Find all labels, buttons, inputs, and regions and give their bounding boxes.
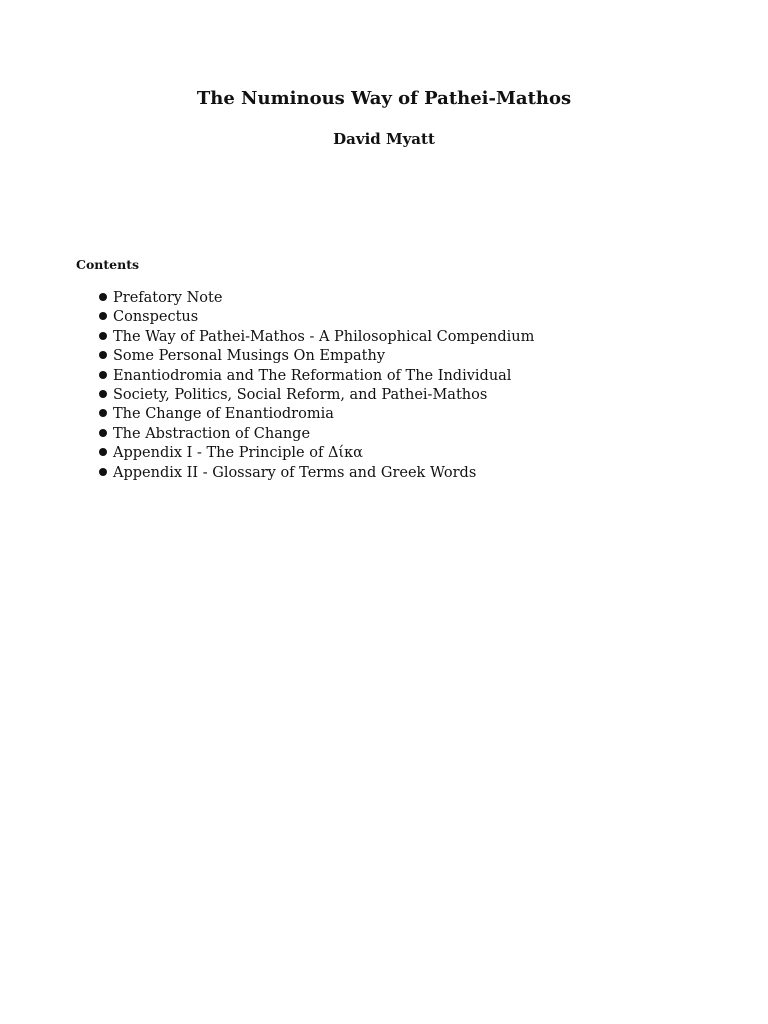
toc-item-philosophical-compendium [76,328,534,347]
toc-item-label: Society, Politics, Social Reform, and Pathei-Mathos [113,387,488,404]
toc-item-label: Prefatory Note [113,290,223,306]
bullet-icon [99,332,107,340]
toc-item-label: Enantiodromia and The Reformation of The Individual [113,367,512,384]
toc-item-label: Appendix I - The Principle of Δίκα [113,445,363,462]
toc-item-label: The Change of Enantiodromia [113,406,334,423]
toc-item-label: Some Personal Musings On Empathy [113,348,386,365]
bullet-icon [99,429,107,437]
toc-item-label: The Way of Pathei-Mathos - A Philosophical Compendium [113,328,535,345]
bullet-icon [99,351,107,359]
toc-item-musings-on-empathy [76,347,534,366]
toc-item-conspectus [76,308,534,327]
document-author: David Myatt [333,130,435,148]
document-title: The Numinous Way of Pathei-Mathos [196,88,572,109]
toc-item-enantiodromia-reformation [76,367,534,386]
toc-item-label: The Abstraction of Change [113,425,311,442]
bullet-icon [99,468,107,476]
toc-item-appendix-ii [76,464,534,483]
toc-item-label: Conspectus [113,309,199,326]
toc-item-appendix-i [76,444,534,463]
toc-item-prefatory-note [76,289,534,308]
contents-heading: Contents [76,257,140,272]
bullet-icon [99,371,107,379]
toc-item-label: Appendix II - Glossary of Terms and Greek Words [113,464,477,481]
bullet-icon [99,312,107,320]
bullet-icon [99,390,107,398]
bullet-icon [99,409,107,417]
bullet-icon [99,448,107,456]
toc-item-change-of-enantiodromia [76,405,534,424]
bullet-icon [99,293,107,301]
toc-item-society-politics [76,386,534,405]
toc-item-abstraction-of-change [76,425,534,444]
table-of-contents [76,289,534,483]
